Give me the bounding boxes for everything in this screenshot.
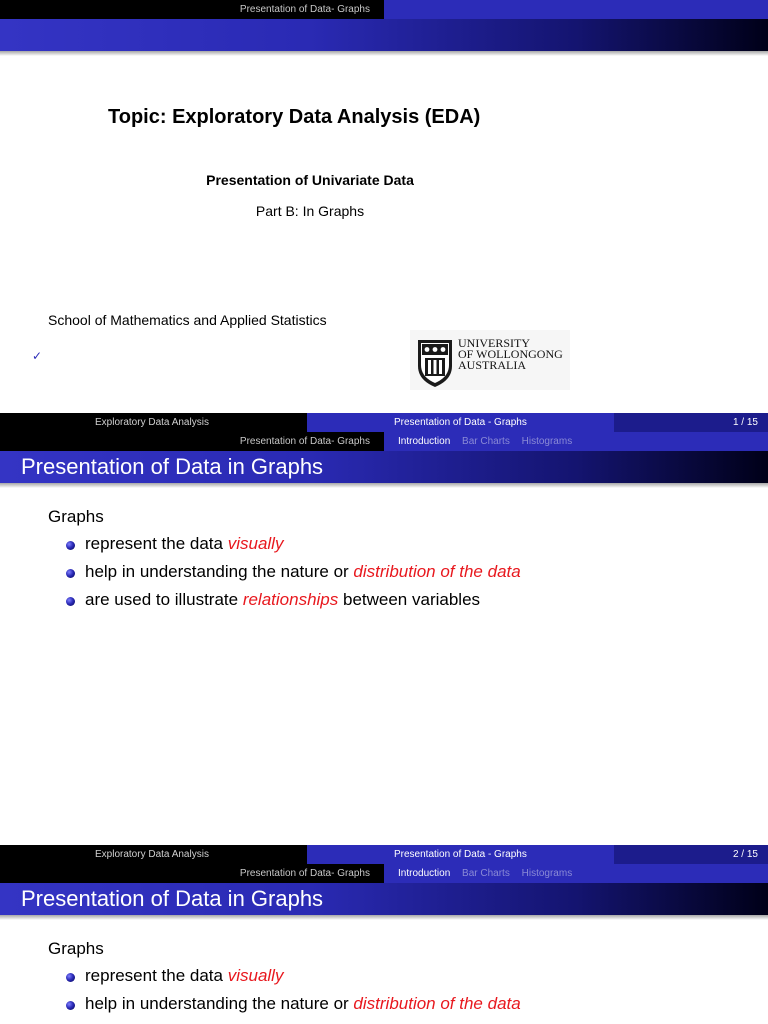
slide1-title-shadow bbox=[0, 51, 768, 56]
bullet-text: represent the data bbox=[85, 966, 228, 985]
nav-subsections bbox=[384, 864, 768, 883]
slide2-footer bbox=[0, 845, 768, 864]
frame-title: Presentation of Data in Graphs bbox=[0, 883, 768, 915]
bullet-emphasis: distribution of the data bbox=[353, 994, 521, 1013]
slide3-nav-bar bbox=[0, 864, 768, 883]
nav-introduction-link[interactable]: Introduction bbox=[398, 436, 451, 447]
frame-title: Presentation of Data in Graphs bbox=[0, 451, 768, 483]
page-number: 1 / 15 bbox=[614, 413, 768, 432]
nav-histograms-link[interactable]: Histograms bbox=[521, 436, 573, 447]
nav-subsections bbox=[384, 0, 768, 19]
nav-section-link[interactable]: Presentation of Data- Graphs bbox=[0, 864, 384, 883]
bullet-icon bbox=[66, 541, 75, 550]
subtitle: Presentation of Univariate Data bbox=[206, 172, 414, 188]
nav-bar-charts-link[interactable]: Bar Charts bbox=[462, 868, 510, 879]
nav-introduction-link[interactable]: Introduction bbox=[398, 868, 451, 879]
nav-bar-charts-link[interactable]: Bar Charts bbox=[462, 436, 510, 447]
logo-wordmark bbox=[458, 338, 563, 371]
institute-name: School of Mathematics and Applied Statistics bbox=[48, 312, 327, 328]
bullet-item bbox=[85, 562, 521, 582]
part-label: Part B: In Graphs bbox=[255, 203, 365, 219]
logo-line-1: UNIVERSITY bbox=[458, 336, 530, 350]
bullet-emphasis: visually bbox=[227, 534, 284, 553]
logo-line-3: AUSTRALIA bbox=[458, 358, 526, 372]
footer-section: Presentation of Data - Graphs bbox=[307, 845, 614, 864]
bullet-item bbox=[85, 994, 521, 1014]
slide1-title-bar bbox=[0, 19, 768, 51]
bullet-icon bbox=[66, 597, 75, 606]
nav-histograms-link[interactable]: Histograms bbox=[521, 868, 573, 879]
bullet-text: help in understanding the nature or bbox=[85, 994, 354, 1013]
bullet-item bbox=[85, 534, 283, 554]
frame-title-shadow bbox=[0, 483, 768, 488]
nav-subsections bbox=[384, 432, 768, 451]
content-heading: Graphs bbox=[48, 507, 104, 526]
footer-title: Exploratory Data Analysis bbox=[0, 413, 307, 432]
bullet-item bbox=[85, 590, 480, 610]
bullet-icon bbox=[66, 973, 75, 982]
slide1-footer bbox=[0, 413, 768, 432]
bullet-item bbox=[85, 966, 283, 986]
footer-title: Exploratory Data Analysis bbox=[0, 845, 307, 864]
bullet-text-tail: between variables bbox=[338, 590, 481, 609]
slide1-nav-bar bbox=[0, 0, 768, 19]
bullet-text: are used to illustrate bbox=[85, 590, 243, 609]
bullet-icon bbox=[66, 1001, 75, 1010]
bullet-emphasis: distribution of the data bbox=[353, 562, 521, 581]
nav-section-link[interactable]: Presentation of Data- Graphs bbox=[0, 0, 384, 19]
nav-section-link[interactable]: Presentation of Data- Graphs bbox=[0, 432, 384, 451]
check-icon: ✓ bbox=[32, 349, 43, 363]
logo-line-2: OF WOLLONGONG bbox=[458, 347, 563, 361]
topic-title: Topic: Exploratory Data Analysis (EDA) bbox=[108, 106, 481, 128]
content-heading: Graphs bbox=[48, 939, 104, 958]
slide2-nav-bar bbox=[0, 432, 768, 451]
bullet-text: help in understanding the nature or bbox=[85, 562, 354, 581]
frame-title-shadow bbox=[0, 915, 768, 920]
page-number: 2 / 15 bbox=[614, 845, 768, 864]
bullet-text: represent the data bbox=[85, 534, 228, 553]
bullet-icon bbox=[66, 569, 75, 578]
footer-section: Presentation of Data - Graphs bbox=[307, 413, 614, 432]
bullet-emphasis: visually bbox=[227, 966, 284, 985]
bullet-emphasis: relationships bbox=[242, 590, 339, 609]
